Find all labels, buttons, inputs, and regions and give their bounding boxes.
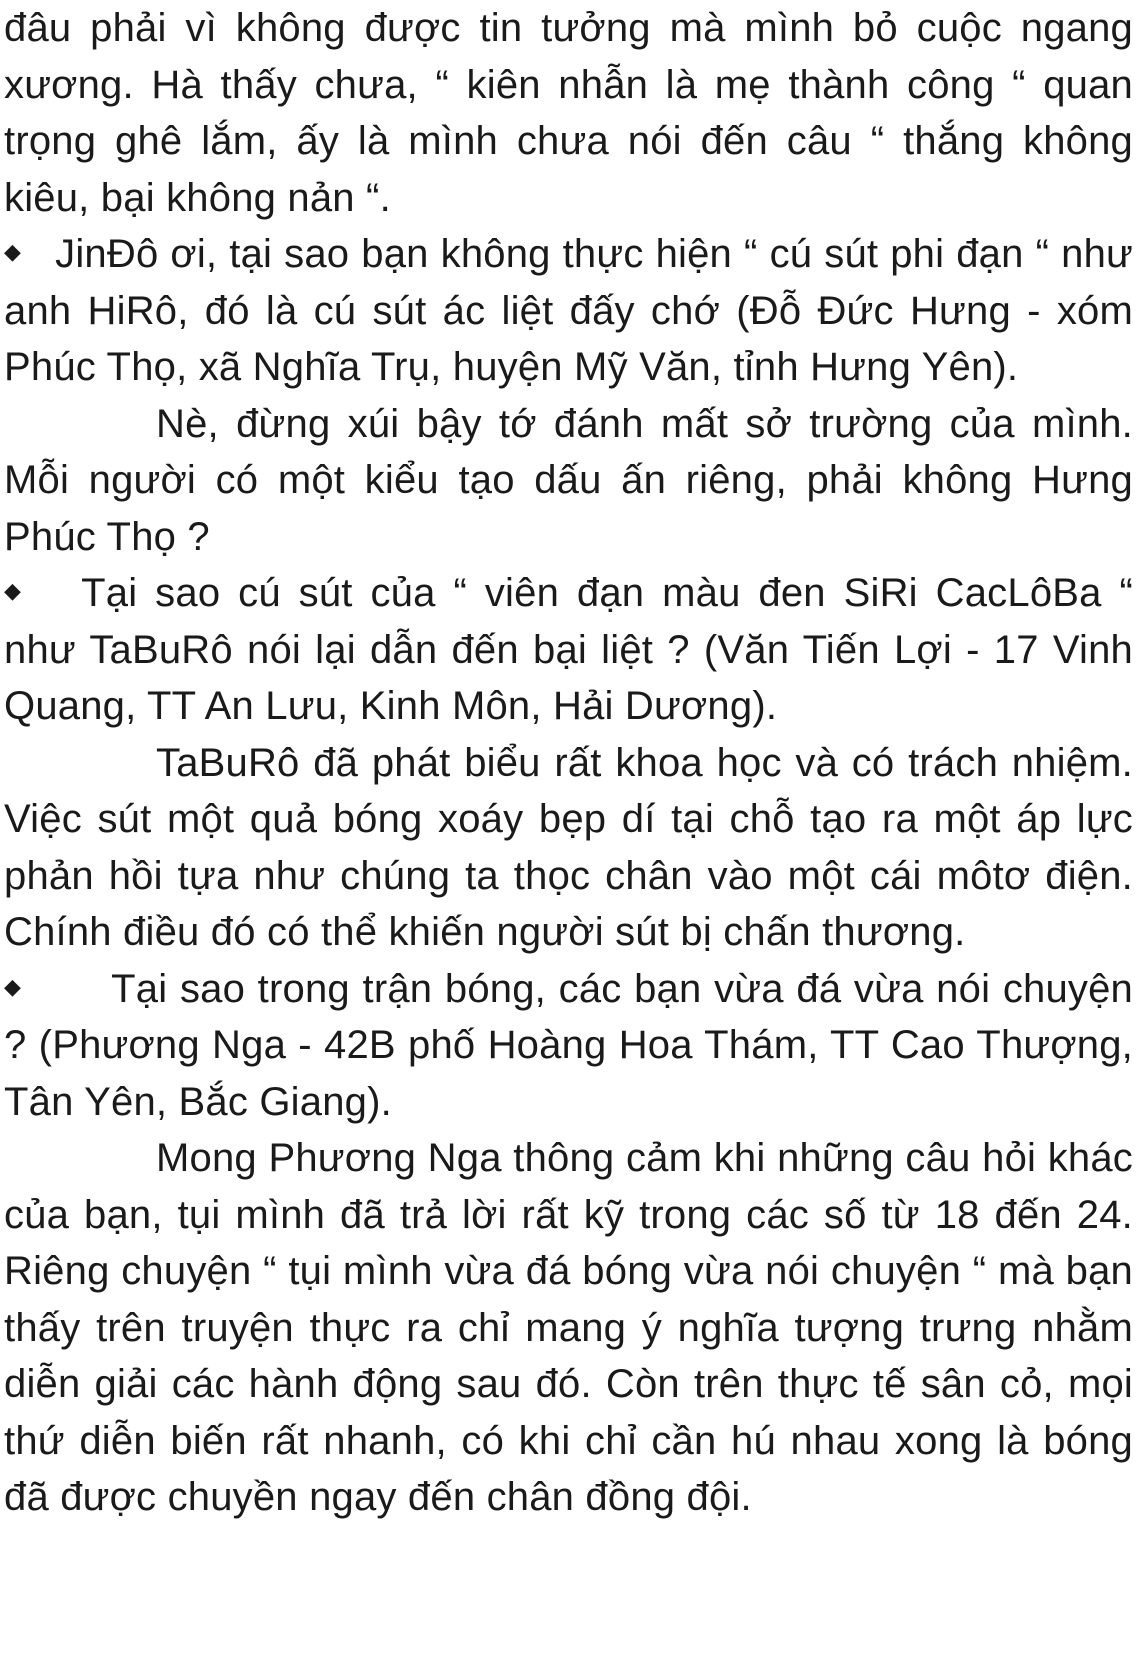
question-text: JinĐô ơi, tại sao bạn không thực hiện “ cú sút phi đạn “ như anh HiRô, đó là cú sút ác liệt đấy chớ (Đỗ Đức Hưng - xóm Phúc Thọ, xã Nghĩa Trụ, huyện Mỹ Văn, tỉnh Hưng Yên). <box>4 232 1133 389</box>
paragraph-continuation: đâu phải vì không được tin tưởng mà mình bỏ cuộc ngang xương. Hà thấy chưa, “ kiên nhẫn là mẹ thành công “ quan trọng ghê lắm, ấy là mình chưa nói đến câu “ thắng không kiêu, bại không nản “. <box>4 6 1133 220</box>
question-phuong-nga <box>4 961 1133 1131</box>
answer-taburo: TaBuRô đã phát biểu rất khoa học và có trách nhiệm. Việc sút một quả bóng xoáy bẹp dí tại chỗ tạo ra một áp lực phản hồi tựa như chúng ta thọc chân vào một cái môtơ điện. Chính điều đó có thể khiến người sút bị chấn thương. <box>4 740 1133 954</box>
question-siri <box>4 565 1133 735</box>
diamond-bullet-icon: ◆ <box>4 239 22 265</box>
answer-phuong-nga: Mong Phương Nga thông cảm khi những câu hỏi khác của bạn, tụi mình đã trả lời rất kỹ trong các số từ 18 đến 24. Riêng chuyện “ tụi mình vừa đá bóng vừa nói chuyện “ mà bạn thấy trên truyện thực ra chỉ mang ý nghĩa tượng trưng nhằm diễn giải các hành động sau đó. Còn trên thực tế sân cỏ, mọi thứ diễn biến rất nhanh, có khi chỉ cần hú nhau xong là bóng đã được chuyền ngay đến chân đồng đội. <box>4 1136 1133 1519</box>
diamond-bullet-icon: ◆ <box>4 578 22 604</box>
question-jindo <box>4 226 1133 396</box>
diamond-bullet-icon: ◆ <box>4 973 22 999</box>
question-text: Tại sao cú sút của “ viên đạn màu đen SiRi CacLôBa “ như TaBuRô nói lại dẫn đến bại liệt ? (Văn Tiến Lợi - 17 Vinh Quang, TT An Lưu, Kinh Môn, Hải Dương). <box>4 571 1133 728</box>
question-text: Tại sao trong trận bóng, các bạn vừa đá vừa nói chuyện ? (Phương Nga - 42B phố Hoàng Hoa Thám, TT Cao Thượng, Tân Yên, Bắc Giang). <box>4 966 1133 1124</box>
answer-jindo: Nè, đừng xúi bậy tớ đánh mất sở trường của mình. Mỗi người có một kiểu tạo dấu ấn riêng, phải không Hưng Phúc Thọ ? <box>4 401 1133 559</box>
